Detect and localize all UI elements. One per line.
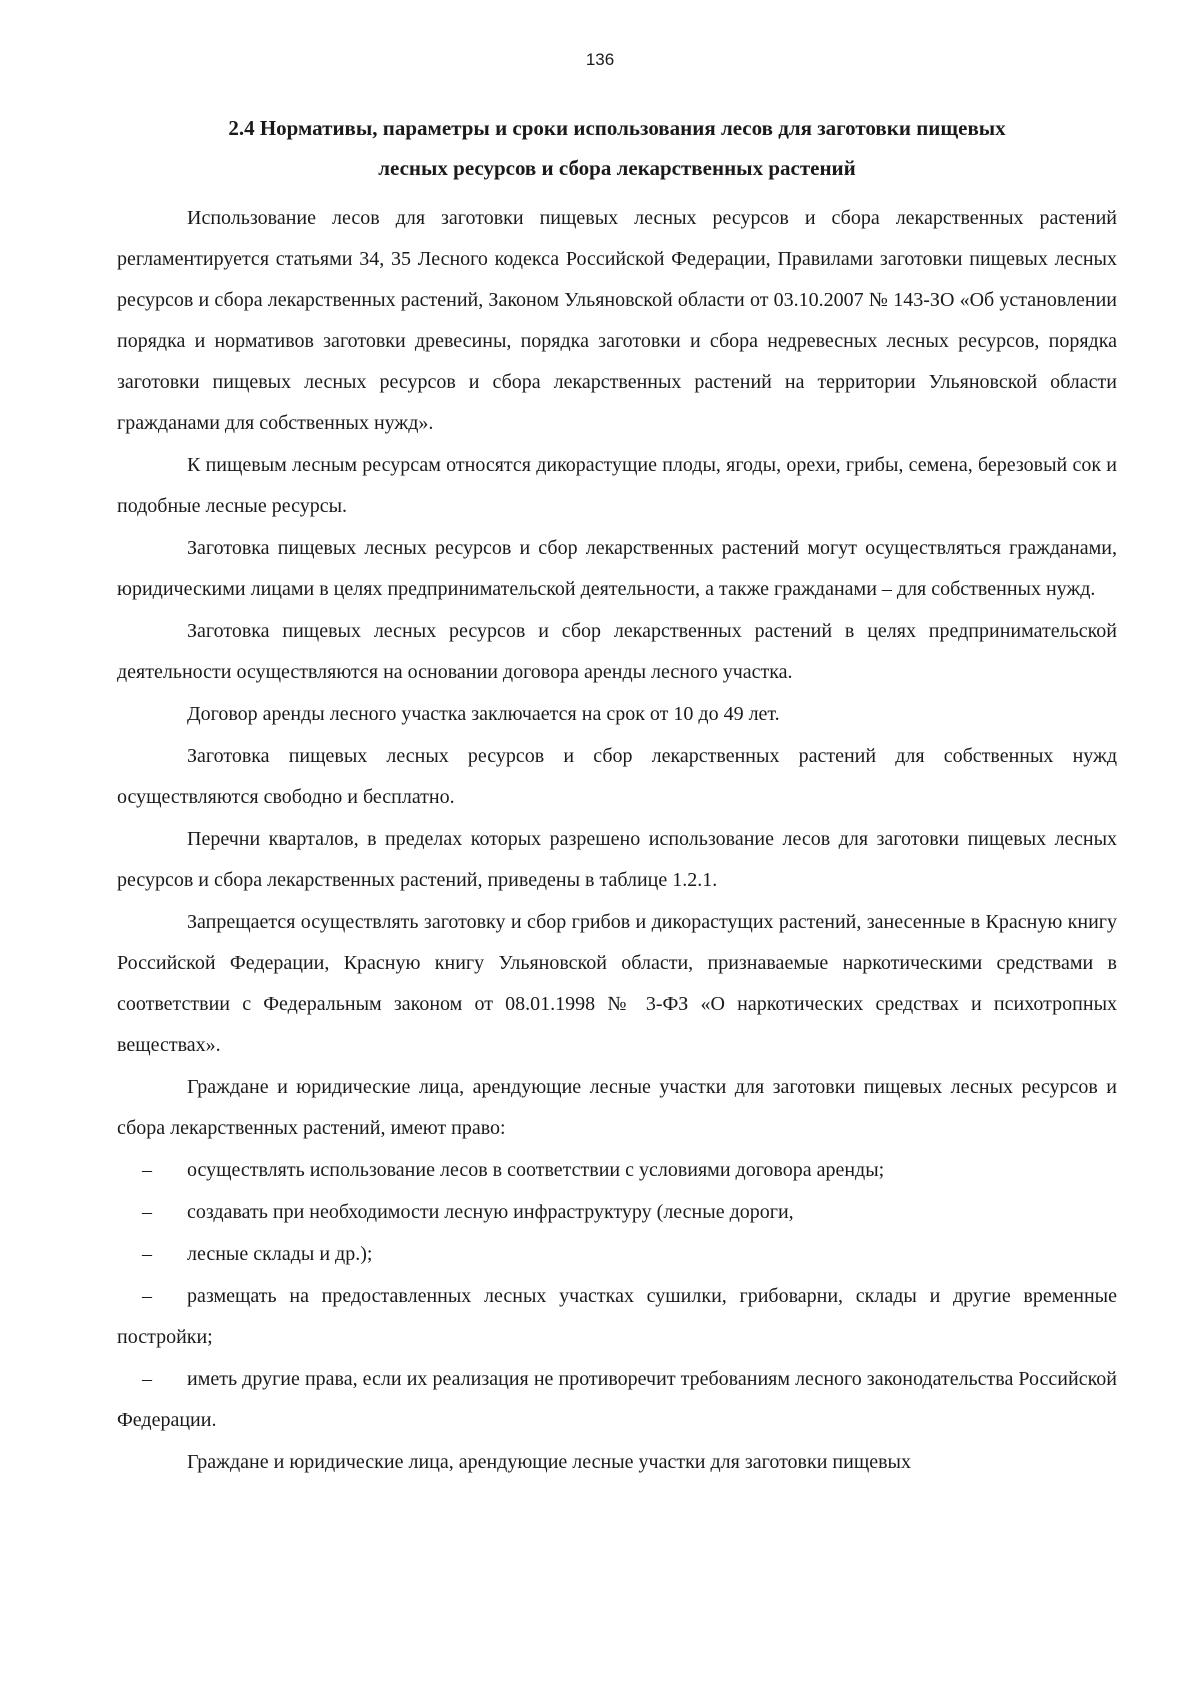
list-item xyxy=(117,1192,1117,1233)
list-item-text: создавать при необходимости лесную инфраструктуру (лесные дороги, xyxy=(187,1201,794,1223)
list-item-text: осуществлять использование лесов в соответствии с условиями договора аренды; xyxy=(187,1159,885,1181)
paragraph-final: Граждане и юридические лица, арендующие лесные участки для заготовки пищевых xyxy=(187,1451,911,1473)
section-heading xyxy=(117,108,1117,188)
section-heading-line-1: 2.4 Нормативы, параметры и сроки использования лесов для заготовки пищевых xyxy=(228,116,1006,140)
paragraph: Заготовка пищевых лесных ресурсов и сбор лекарственных растений в целях предпринимательской деятельности осуществляются на основании договора аренды лесного участка. xyxy=(117,620,1117,683)
list-item xyxy=(117,1276,1117,1358)
list-item-text: лесные склады и др.); xyxy=(187,1243,373,1265)
paragraph: Граждане и юридические лица, арендующие лесные участки для заготовки пищевых лесных ресурсов и сбора лекарственных растений, имеют право: xyxy=(117,1076,1117,1139)
page-number: 136 xyxy=(585,50,615,69)
list-item xyxy=(117,1234,1117,1275)
list-item xyxy=(117,1150,1117,1191)
document-body xyxy=(117,108,1117,1484)
paragraph: Перечни кварталов, в пределах которых разрешено использование лесов для заготовки пищевых лесных ресурсов и сбора лекарственных растений, приведены в таблице 1.2.1. xyxy=(117,828,1117,891)
dash-bullet-icon: – xyxy=(142,1159,152,1181)
paragraph: К пищевым лесным ресурсам относятся дикорастущие плоды, ягоды, орехи, грибы, семена, березовый сок и подобные лесные ресурсы. xyxy=(117,454,1117,517)
list-item-text: иметь другие права, если их реализация не противоречит требованиям лесного законодательства Российской Федерации. xyxy=(117,1368,1117,1431)
paragraph: Договор аренды лесного участка заключается на срок от 10 до 49 лет. xyxy=(187,703,780,725)
list-item xyxy=(117,1359,1117,1441)
paragraph: Заготовка пищевых лесных ресурсов и сбор лекарственных растений могут осуществляться гражданами, юридическими лицами в целях предпринимательской деятельности, а также гражданами – для собственных нужд. xyxy=(117,537,1117,600)
list-item-text: размещать на предоставленных лесных участках сушилки, грибоварни, склады и другие временные постройки; xyxy=(117,1285,1117,1348)
section-heading-line-2: лесных ресурсов и сбора лекарственных растений xyxy=(378,156,856,180)
dash-bullet-icon: – xyxy=(142,1201,152,1223)
dash-bullet-icon: – xyxy=(142,1368,152,1390)
dash-bullet-icon: – xyxy=(142,1285,152,1307)
paragraph: Использование лесов для заготовки пищевых лесных ресурсов и сбора лекарственных растений регламентируется статьями 34, 35 Лесного кодекса Российской Федерации, Правилами заготовки пищевых лесных ресурсов и сбора лекарственных растений, Законом Ульяновской области от 03.10.2007 № 143-ЗО «Об установлении порядка и нормативов заготовки древесины, порядка заготовки и сбора недревесных лесных ресурсов, порядка заготовки пищевых лесных ресурсов и сбора лекарственных растений на территории Ульяновской области гражданами для собственных нужд». xyxy=(117,207,1117,434)
dash-bullet-icon: – xyxy=(142,1243,152,1265)
paragraph: Заготовка пищевых лесных ресурсов и сбор лекарственных растений для собственных нужд осуществляются свободно и бесплатно. xyxy=(117,745,1117,808)
paragraph: Запрещается осуществлять заготовку и сбор грибов и дикорастущих растений, занесенные в Красную книгу Российской Федерации, Красную книгу Ульяновской области, признаваемые наркотическими средствами в соответствии с Федеральным законом от 08.01.1998 № 3-ФЗ «О наркотических средствах и психотропных веществах». xyxy=(117,911,1117,1056)
